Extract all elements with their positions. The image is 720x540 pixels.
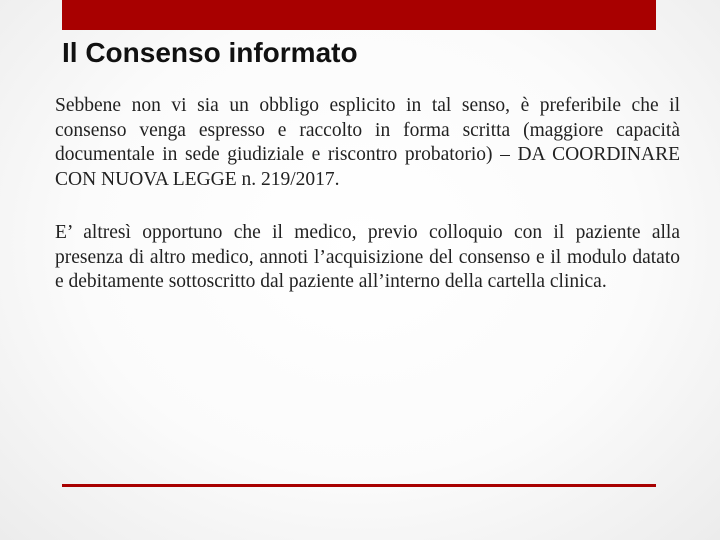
slide-body xyxy=(55,94,680,295)
paragraph-written-consent: Sebbene non vi sia un obbligo esplicito in tal senso, è preferibile che il consenso venga espresso e raccolto in forma scritta (maggiore capacità documentale in sede giudiziale e riscontro probatorio) – DA COORDINARE CON NUOVA LEGGE n. 219/2017. xyxy=(55,95,680,190)
slide-title: Il Consenso informato xyxy=(62,37,358,68)
top-accent-bar xyxy=(62,0,656,30)
bottom-divider xyxy=(62,484,656,487)
paragraph-medical-record: E’ altresì opportuno che il medico, previo colloquio con il paziente alla presenza di altro medico, annoti l’acquisizione del consenso e il modulo datato e debitamente sottoscritto dal paziente all’interno della cartella clinica. xyxy=(55,222,680,292)
